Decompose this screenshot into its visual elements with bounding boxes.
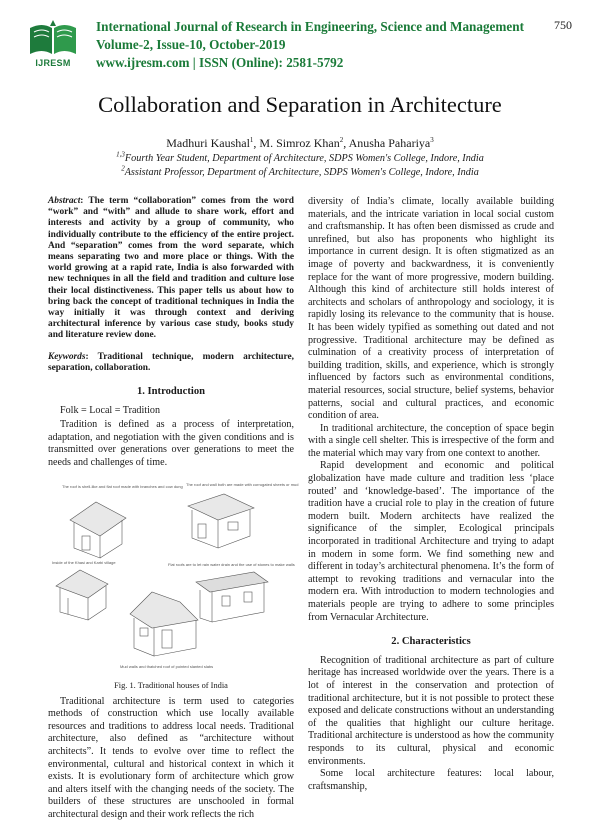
journal-website[interactable]: www.ijresm.com | ISSN (Online): 2581-5792 bbox=[96, 55, 344, 70]
equation: Folk = Local = Tradition bbox=[60, 404, 160, 416]
paragraph: In traditional architecture, the conception of space begin with a single cell shelter. This is irrespective of the form and the material which may vary from one context to another. bbox=[308, 422, 554, 459]
logo-text: IJRESM bbox=[35, 58, 71, 68]
paragraph: Tradition is defined as a process of interpretation, adaptation, and negotiation with the given conditions and is transmitted over generations over generations to meet the needs and challenges of time. bbox=[48, 419, 294, 469]
affiliation-1 bbox=[0, 150, 600, 164]
affil-text: Fourth Year Student, Department of Architecture, SDPS Women's College, Indore, India bbox=[124, 153, 484, 164]
author-name: , M. Simroz Khan bbox=[253, 136, 340, 150]
paper-title: Collaboration and Separation in Architecture bbox=[98, 92, 502, 117]
journal-info bbox=[96, 18, 524, 72]
figure-label: The roof is shell-like and flat roof made with branches and cow dung bbox=[62, 483, 183, 489]
journal-volume: Volume-2, Issue-10, October-2019 bbox=[96, 37, 286, 52]
paragraph: Some local architecture features: local labour, craftsmanship, bbox=[308, 768, 554, 792]
author-name: , Anusha Pahariya bbox=[343, 136, 431, 150]
abstract-label: Abstract bbox=[48, 196, 81, 206]
house-sketch bbox=[70, 502, 126, 558]
house-sketch bbox=[196, 572, 268, 622]
house-sketch bbox=[188, 494, 254, 548]
keywords bbox=[48, 352, 294, 374]
journal-name: International Journal of Research in Engineering, Science and Management bbox=[96, 19, 524, 34]
right-column bbox=[308, 196, 554, 793]
affil-sup: 2 bbox=[121, 164, 125, 173]
section-heading-characteristics: 2. Characteristics bbox=[391, 636, 471, 648]
figure-label: Inside of the Khasi and Karbi village bbox=[52, 559, 116, 565]
keywords-text: : Traditional technique, modern architecture, separation, collaboration. bbox=[48, 351, 294, 373]
author-sup: 2 bbox=[339, 136, 344, 144]
figure-label: The roof and wall both are made with corrugated sheets or mud bbox=[186, 481, 299, 487]
paragraph: Rapid development and economic and political globalization have made culture and tradition less ‘place routed’ and ‘knowledge-based’. The importance of the tradition have a crucial role to play in the creation of future modern built. Modern architects have realized the significance of the simpler, Ecological principals incorporated in traditional Architecture and trying to adapt in modern in some form. We find something new and different in today’s architectural phenomena. It’s the form of attempt to revoking traditions and vernacular into the modern era. With introduction to modern technologies and materials people are trying to adhere to some principles from Vernacular Architecture. bbox=[308, 460, 554, 623]
figure-caption: Fig. 1. Traditional houses of India bbox=[114, 680, 228, 690]
section-heading-introduction: 1. Introduction bbox=[136, 386, 206, 398]
affiliation-2 bbox=[0, 164, 600, 178]
paragraph: Recognition of traditional architecture as part of culture heritage has increased worldwide over the years. There is a lot of interest in the conservation and protection of traditional architecture, but it is not possible to protect these exposed and delicate constructions without an understanding of the qualities that highlight our culture heritage. Traditional architecture is understood as how the community responds to its cultural, physical and economic environments. bbox=[308, 654, 554, 767]
figure-label: Mud walls and thatched roof of pointed slanted slabs bbox=[120, 663, 214, 669]
author-sup: 3 bbox=[430, 136, 434, 144]
author-list bbox=[0, 136, 600, 151]
figure-traditional-houses bbox=[48, 478, 299, 690]
house-sketches-image bbox=[48, 478, 299, 674]
affil-sup: 1,3 bbox=[116, 150, 125, 159]
author-name: Madhuri Kaushal bbox=[166, 136, 250, 150]
paragraph: Traditional architecture is term used to categories methods of construction which use locally available resources and traditions to address local needs. Traditional architecture, also defined as “architecture without architects”. It tends to evolve over time to reflect the environmental, cultural and historical context in which it exists. It is evolutionary form of architecture which grow and alters itself with the changing needs of the society. The builders of these structures are unschooled in formal architectural design and their work reflects the rich bbox=[48, 695, 294, 820]
author-sup: 1 bbox=[249, 136, 254, 144]
keywords-label: Keywords bbox=[48, 351, 86, 362]
journal-header bbox=[22, 14, 582, 76]
paragraph: diversity of India’s climate, locally available building materials, and the intricate variation in local social custom and craftsmanship. It has often been dismissed as crude and unrefined, but also has proponents who highlight its importance in current design. It is often stigmatized as an image of poverty and backwardness, it is conveniently replace for the want of more progressive, modern building. Although this kind of architecture still holds interest of architects and scholars of anthropology and sociology, it is rapidly losing its relevance to the community that is house. It has been widely typified as something out dated and not progressive. Traditional architecture may be defined as culmination of a creativity process of interpretation of building tradition, skills, and experience, which is strongly influenced by factors such as environmental conditions, material resources, social structure, belief systems, behavior patterns, social and cultural practices, and economic condition of area. bbox=[308, 196, 554, 422]
house-sketch bbox=[130, 592, 198, 656]
house-sketch bbox=[56, 570, 108, 620]
left-column bbox=[48, 196, 299, 822]
affil-text: Assistant Professor, Department of Architecture, SDPS Women's College, Indore, India bbox=[124, 167, 479, 178]
page-number: 750 bbox=[554, 18, 572, 32]
abstract bbox=[48, 196, 294, 342]
abstract-text: : The term “collaboration” comes from the word “work” and “with” and allude to share work, effort and interests and activity by a group of community, who individually contribute to the efficiency of the entire project. And “separation” comes from the word separate, which means separating two and more place or things. With the world growing at a rapid rate, India is also forwarded with new techniques in all the field and tradition and culture lose their local distinctiveness. This paper tells us about how to bring back the concept of traditional techniques in India the way initially it was through context and deriving architectural inference by various case study, books study and literature review done. bbox=[48, 196, 294, 341]
figure-label: Flat roofs are to let rain water drain and the use of stones to make walls bbox=[168, 561, 295, 567]
journal-logo bbox=[22, 14, 84, 76]
